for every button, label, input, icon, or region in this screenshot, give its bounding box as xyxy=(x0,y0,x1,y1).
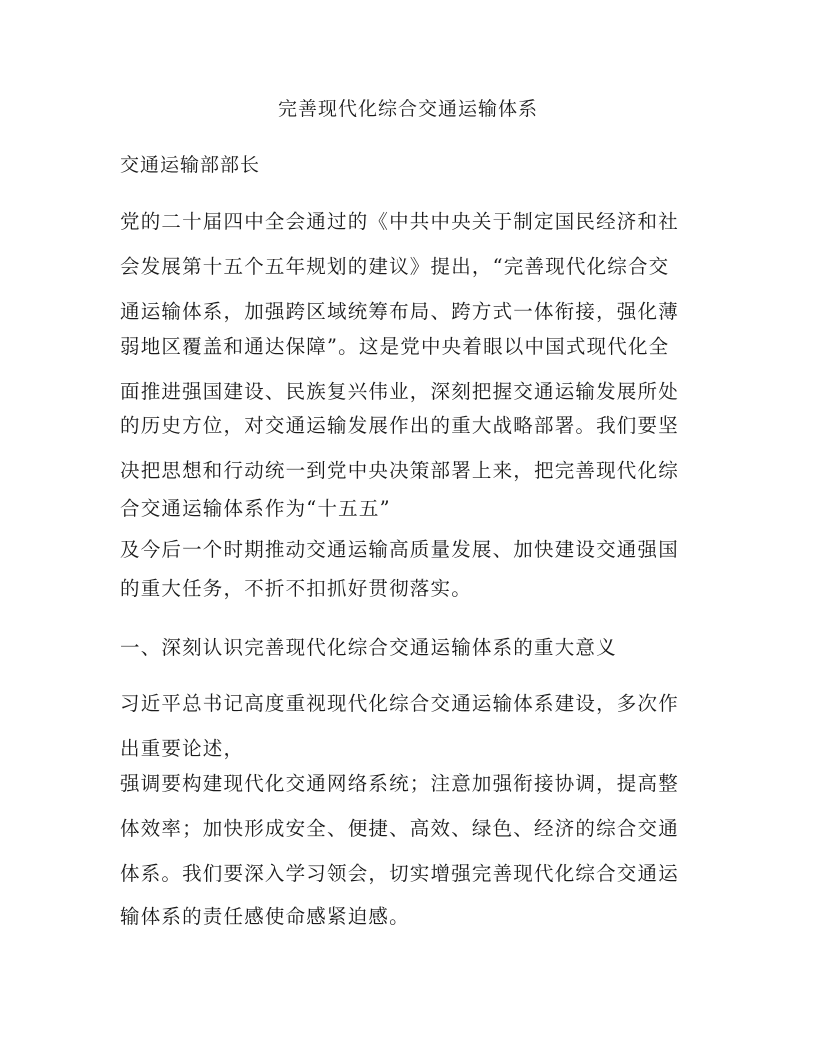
paragraph-line: 及今后一个时期推动交通运输高质量发展、加快建设交通强国 xyxy=(120,538,679,561)
paragraph-line: 面推进强国建设、民族复兴伟业，深刻把握交通运输发展所处 xyxy=(120,380,679,403)
paragraph-line: 体效率；加快形成安全、便捷、高效、绿色、经济的综合交通 xyxy=(120,817,679,840)
paragraph-line: 的历史方位，对交通运输发展作出的重大战略部署。我们要坚 xyxy=(120,414,679,437)
paragraph-line: 体系。我们要深入学习领会，切实增强完善现代化综合交通运 xyxy=(120,862,679,885)
paragraph-line: 决把思想和行动统一到党中央决策部署上来，把完善现代化综 xyxy=(120,459,679,482)
paragraph-line: 输体系的责任感使命感紧迫感。 xyxy=(120,905,410,928)
paragraph-line: 通运输体系，加强跨区域统筹布局、跨方式一体衔接，强化薄 xyxy=(120,300,679,323)
paragraph-line: 强调要构建现代化交通网络系统；注意加强衔接协调，提高整 xyxy=(120,772,679,795)
paragraph-line: 合交通运输体系作为“十五五” xyxy=(120,497,391,520)
paragraph-line: 习近平总书记高度重视现代化综合交通运输体系建设，多次作 xyxy=(120,692,679,715)
author-line: 交通运输部部长 xyxy=(120,154,261,176)
paragraph-line: 的重大任务，不折不扣抓好贯彻落实。 xyxy=(120,577,472,600)
paragraph-line: 弱地区覆盖和通达保障”。这是党中央着眼以中国式现代化全 xyxy=(120,335,670,358)
paragraph-line: 出重要论述， xyxy=(120,737,245,760)
paragraph-line: 会发展第十五个五年规划的建议》提出，“完善现代化综合交 xyxy=(120,255,670,278)
paragraph-line: 党的二十届四中全会通过的《中共中央关于制定国民经济和社 xyxy=(120,210,679,233)
section-heading: 一、深刻认识完善现代化综合交通运输体系的重大意义 xyxy=(120,636,617,659)
document-title: 完善现代化综合交通运输体系 xyxy=(277,98,538,120)
